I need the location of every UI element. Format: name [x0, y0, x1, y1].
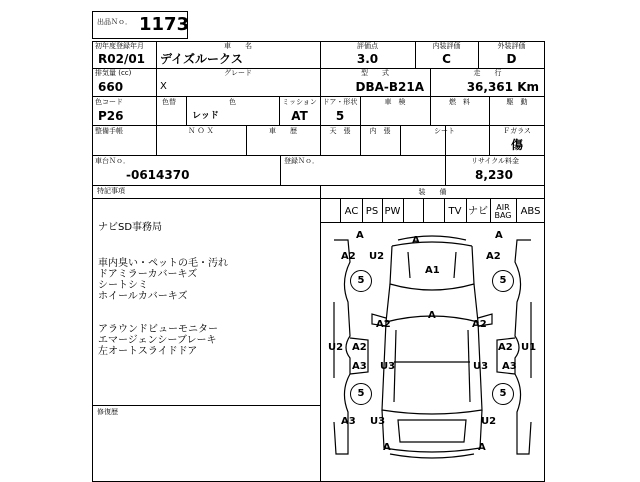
interior-score-label: 内装評価 — [432, 42, 461, 50]
damage-mark: U2 — [481, 416, 497, 427]
lot-number: 1173 — [139, 14, 190, 35]
car-history-label: 車 歴 — [269, 127, 297, 135]
registration-number-label: 登録Ｎｏ． — [284, 157, 319, 165]
equipment-tv: TV — [448, 206, 462, 217]
recycle-fee-value: 8,230 — [475, 168, 513, 182]
car-name-label: 車 名 — [224, 42, 252, 50]
damage-mark: A3 — [502, 361, 517, 372]
note-line: アラウンドビューモニター — [98, 324, 218, 335]
first-registration-label: 初年度登録年月 — [95, 42, 144, 50]
note-line: ドアミラーカバーキズ — [98, 269, 198, 280]
nox-label: Ｎ Ｏ Ｘ — [188, 127, 214, 135]
repair-history-label: 修復歴 — [97, 408, 118, 416]
seat-label: シート — [434, 127, 455, 135]
damage-mark: U1 — [521, 342, 537, 353]
front-glass-value: 傷 — [510, 138, 523, 152]
damage-mark: A2 — [352, 342, 367, 353]
damage-mark: A3 — [341, 416, 356, 427]
score-label: 評価点 — [357, 42, 378, 50]
color-label: 色 — [229, 98, 236, 106]
displacement-label: 排気量 (cc) — [95, 69, 132, 77]
front-left-tire-mark: 5 — [350, 270, 372, 292]
door-shape-value: 5 — [335, 109, 345, 123]
equipment-pw: PW — [384, 206, 401, 217]
color-change-label: 色替 — [162, 98, 176, 106]
damage-mark: U2 — [328, 342, 344, 353]
damage-mark: A — [412, 235, 420, 246]
damage-mark: A2 — [472, 319, 487, 330]
vehicle-inspection-label: 車 検 — [384, 98, 406, 106]
damage-mark: A2 — [376, 319, 391, 330]
transmission-value: AT — [291, 109, 308, 123]
damage-mark: A — [383, 442, 391, 453]
equipment-ac: AC — [344, 206, 359, 217]
chassis-number-label: 車台Ｎｏ． — [95, 157, 130, 165]
note-line: ホイールカバーキズ — [98, 291, 188, 302]
model-code-value: DBA-B21A — [355, 80, 424, 94]
damage-mark: U3 — [370, 416, 386, 427]
transmission-label: ミッション — [282, 98, 317, 106]
note-line: 左オートスライドドア — [98, 346, 198, 357]
displacement-value: 660 — [98, 80, 124, 94]
damage-mark: A2 — [341, 251, 356, 262]
front-right-tire-mark: 5 — [492, 270, 514, 292]
equipment-airbag: AIR BAG — [494, 203, 512, 220]
door-shape-label: ドア・形状 — [322, 98, 358, 106]
equipment-ps: PS — [365, 206, 379, 217]
equipment-blank — [423, 203, 444, 221]
damage-mark: U3 — [380, 361, 396, 372]
equipment-navi: ナビ — [468, 206, 488, 217]
model-code-label: 型 式 — [361, 69, 389, 77]
damage-mark: A — [495, 230, 503, 241]
lot-label: 出品Ｎｏ． — [97, 18, 132, 26]
note-line: 車内臭い・ペットの毛・汚れ — [98, 258, 228, 269]
interior-trim-label: 内 張 — [369, 127, 391, 135]
color-code-value: P26 — [98, 109, 124, 123]
rear-right-tire-mark: 5 — [492, 383, 514, 405]
first-registration-value: R02/01 — [98, 52, 146, 66]
score-value: 3.0 — [356, 52, 379, 66]
note-line: エマージェンシーブレーキ — [98, 335, 217, 346]
damage-mark: A2 — [498, 342, 513, 353]
interior-score-value: C — [442, 52, 451, 66]
note-line: ナビSD事務局 — [98, 222, 163, 233]
damage-mark: U3 — [473, 361, 489, 372]
fuel-label: 燃 料 — [449, 98, 470, 106]
grade-value: X — [160, 81, 167, 92]
equipment-abs: ABS — [520, 206, 541, 217]
damage-mark: A3 — [352, 361, 367, 372]
front-glass-label: Ｆガラス — [503, 127, 531, 135]
damage-mark: U2 — [369, 251, 385, 262]
lot-number-box — [92, 11, 188, 39]
recycle-fee-label: リサイクル料金 — [470, 157, 520, 165]
headliner-label: 天 張 — [329, 127, 351, 135]
exterior-score-label: 外装評価 — [497, 42, 526, 50]
exterior-score-value: D — [506, 52, 517, 66]
damage-mark: A1 — [425, 265, 440, 276]
notes-label: 特記事項 — [97, 187, 125, 195]
maintenance-record-label: 整備手帳 — [95, 127, 123, 135]
mileage-label: 走 行 — [473, 69, 502, 77]
drive-label: 駆 動 — [506, 98, 528, 106]
color-value: レッド — [192, 111, 219, 121]
damage-mark: A2 — [486, 251, 501, 262]
rear-left-tire-mark: 5 — [350, 383, 372, 405]
damage-mark: A — [478, 442, 486, 453]
damage-mark: A — [428, 310, 436, 321]
chassis-number-value: -0614370 — [126, 168, 190, 182]
damage-mark: A — [356, 230, 364, 241]
equipment-blank — [403, 203, 423, 221]
grade-label: グレード — [224, 69, 252, 77]
mileage-value: 36,361 Km — [466, 80, 539, 94]
car-name-value: デイズルークス — [160, 52, 243, 66]
color-code-label: 色コード — [95, 98, 123, 106]
equipment-label: 装 備 — [418, 188, 447, 196]
note-line: シートシミ — [98, 280, 148, 291]
